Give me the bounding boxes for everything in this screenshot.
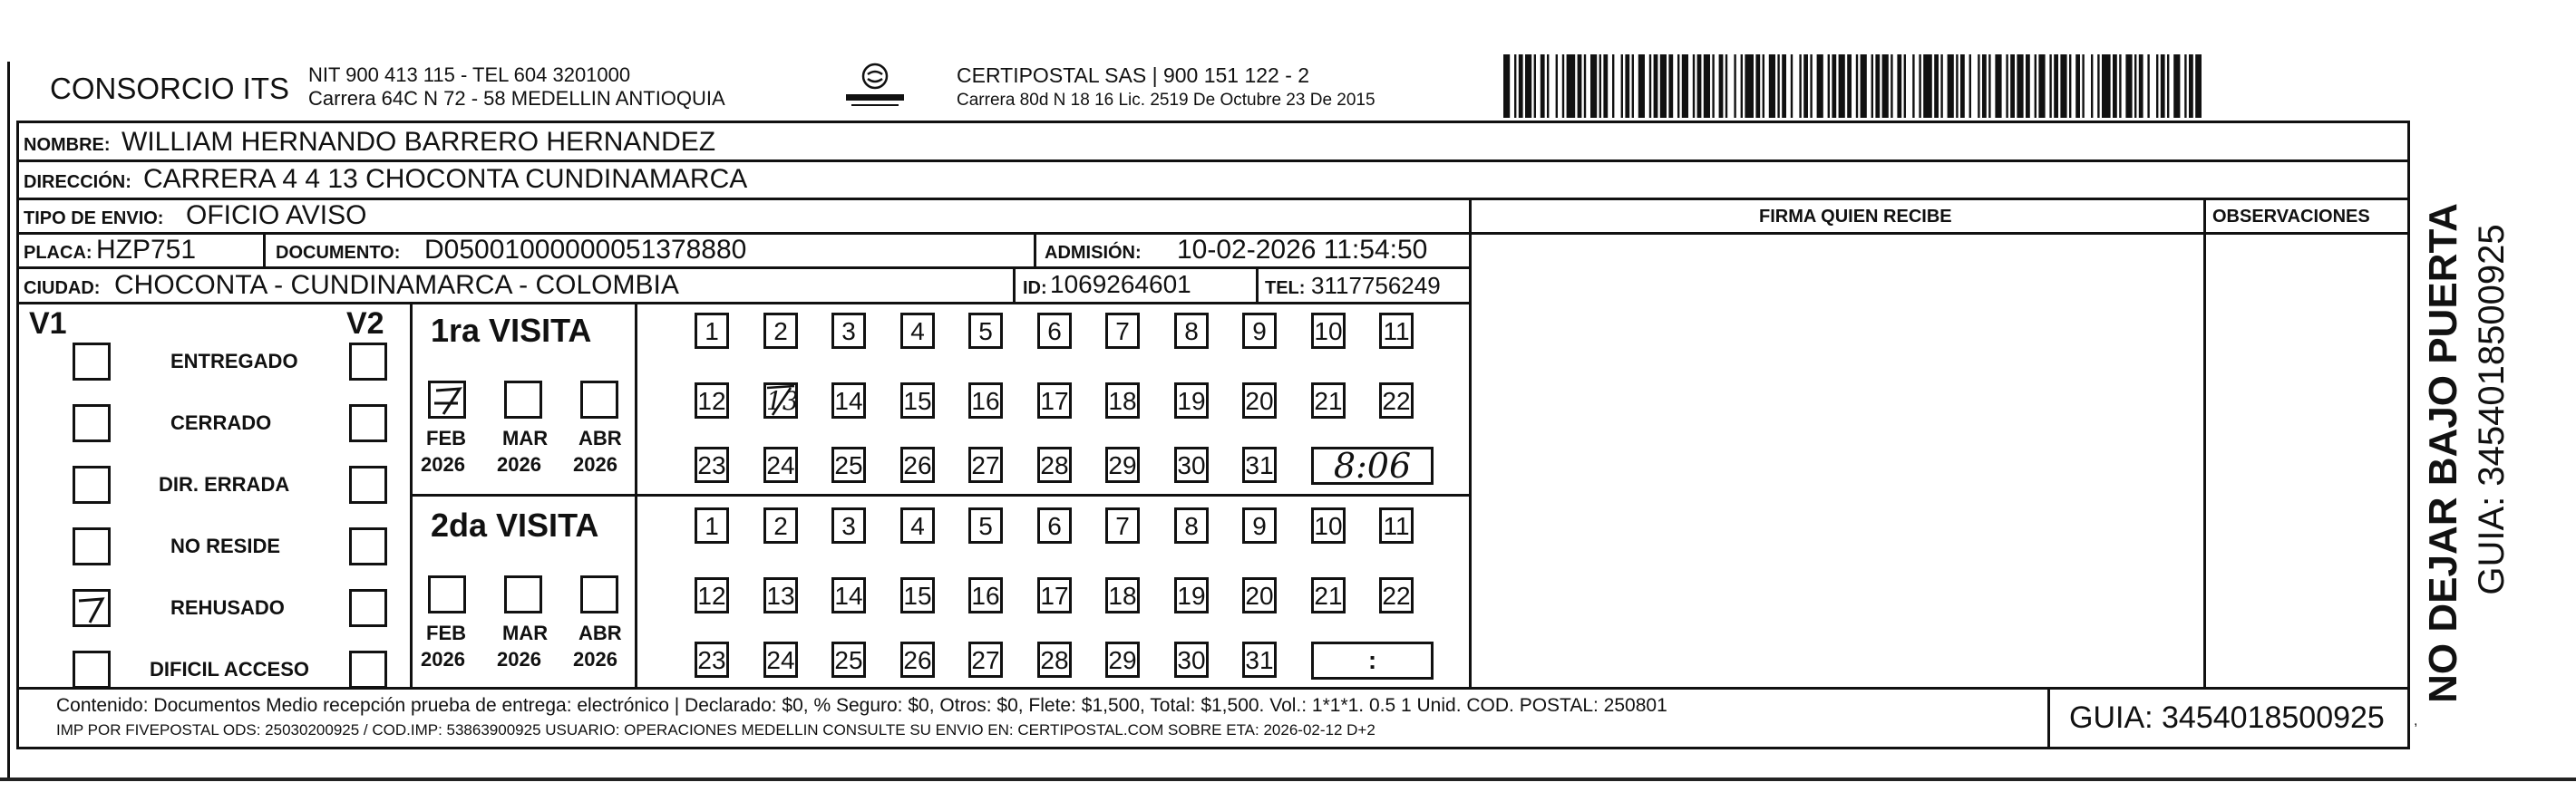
col-line <box>2203 198 2206 687</box>
side-guia: GUIA: 3454018500925 <box>2472 224 2512 595</box>
day-box[interactable]: 3 <box>831 313 866 349</box>
day-box[interactable]: 4 <box>900 313 935 349</box>
day-box[interactable]: 26 <box>900 642 935 678</box>
day-box[interactable]: 11 <box>1379 313 1414 349</box>
month-checkbox[interactable] <box>428 575 466 613</box>
tel-value: 3117756249 <box>1311 272 1441 299</box>
col-line <box>263 232 266 266</box>
day-box[interactable]: 29 <box>1105 642 1140 678</box>
v2-checkbox[interactable] <box>349 527 387 565</box>
day-box[interactable]: 24 <box>763 447 798 483</box>
day-box[interactable]: 17 <box>1037 382 1072 419</box>
day-box[interactable]: 18 <box>1105 382 1140 419</box>
visit-time: 8:06 <box>1333 446 1412 486</box>
month-year-label: 2026 <box>497 453 541 476</box>
day-box[interactable]: 18 <box>1105 577 1140 613</box>
v2-checkbox[interactable] <box>349 404 387 442</box>
v1-checkbox[interactable] <box>73 651 111 689</box>
marked-day: 13 <box>766 386 799 416</box>
day-box[interactable]: 2 <box>763 507 798 544</box>
day-box[interactable]: 19 <box>1174 577 1209 613</box>
day-box[interactable]: 7 <box>1105 313 1140 349</box>
bottom-edge-line <box>0 778 2576 781</box>
tipo-envio-value: OFICIO AVISO <box>186 200 367 230</box>
nombre-value: WILLIAM HERNANDO BARRERO HERNANDEZ <box>122 127 716 157</box>
v1-checkbox[interactable] <box>73 589 111 627</box>
side-warning: NO DEJAR BAJO PUERTA <box>2421 203 2465 703</box>
v2-checkbox[interactable] <box>349 589 387 627</box>
col-line <box>2047 687 2050 749</box>
footer-impresion: IMP POR FIVEPOSTAL ODS: 25030200925 / COD.IMP: 53863900925 USUARIO: OPERACIONES MEDELLIN CONSULTE SU ENVIO EN: CERTIPOSTAL.COM SOBRE ETA: 2026-02-12 D+2 <box>56 721 1375 739</box>
month-label: ABR <box>578 622 622 644</box>
day-box[interactable]: 1 <box>695 313 729 349</box>
ciudad-value: CHOCONTA - CUNDINAMARCA - COLOMBIA <box>114 270 679 300</box>
admision-label: ADMISIÓN: <box>1045 243 1142 263</box>
day-box[interactable]: 27 <box>968 447 1003 483</box>
month-label: FEB <box>426 622 466 644</box>
row-line <box>16 159 2410 162</box>
month-label: MAR <box>502 427 549 449</box>
month-year-label: 2026 <box>421 453 465 476</box>
col-line <box>635 302 637 687</box>
nombre-label: NOMBRE: <box>24 135 111 155</box>
day-box[interactable]: 7 <box>1105 507 1140 544</box>
month-year-label: 2026 <box>497 648 541 671</box>
footer-contenido: Contenido: Documentos Medio recepción prueba de entrega: electrónico | Declarado: $0, % Seguro: $0, Otros: $0, Flete: $1,500, Total: $1,500. Vol.: 1*1*1. 0.5 1 Unid. COD. POSTAL: 250801 <box>56 695 1667 716</box>
handwritten-mark-icon <box>763 382 798 419</box>
day-box[interactable]: 4 <box>900 507 935 544</box>
tipo-envio-label: TIPO DE ENVIO: <box>24 208 164 228</box>
day-box[interactable]: 14 <box>831 382 866 419</box>
v1-checkbox[interactable] <box>73 466 111 504</box>
v1-header: V1 <box>29 306 67 341</box>
month-checkbox[interactable] <box>504 575 542 613</box>
left-edge-line <box>7 62 10 778</box>
company-nit: NIT 900 413 115 - TEL 604 3201000 <box>308 63 631 86</box>
day-box[interactable]: 1 <box>695 507 729 544</box>
day-box[interactable]: 17 <box>1037 577 1072 613</box>
documento-label: DOCUMENTO: <box>276 243 401 263</box>
month-checkbox[interactable] <box>580 381 618 419</box>
day-box[interactable]: 15 <box>900 382 935 419</box>
day-box[interactable]: 11 <box>1379 507 1414 544</box>
day-box[interactable]: 27 <box>968 642 1003 678</box>
col-line <box>1256 266 1259 302</box>
v1-checkbox[interactable] <box>73 527 111 565</box>
barcode-icon <box>1503 54 2202 118</box>
col-line <box>1469 198 1472 687</box>
day-box[interactable]: 6 <box>1037 313 1072 349</box>
day-box[interactable]: 5 <box>968 507 1003 544</box>
admision-value: 10-02-2026 11:54:50 <box>1177 235 1428 265</box>
status-label: DIFICIL ACCESO <box>150 658 310 681</box>
day-box[interactable]: 2 <box>763 313 798 349</box>
documento-value: D05001000000051378880 <box>424 235 747 265</box>
tel-label: TEL: <box>1265 278 1306 298</box>
month-label: ABR <box>578 427 622 449</box>
observaciones-header: OBSERVACIONES <box>2212 207 2370 227</box>
day-box[interactable]: 21 <box>1311 382 1346 419</box>
day-box[interactable]: 25 <box>831 642 866 678</box>
v2-checkbox[interactable] <box>349 651 387 689</box>
day-box[interactable]: 30 <box>1174 447 1209 483</box>
status-label: DIR. ERRADA <box>159 473 290 496</box>
day-box[interactable]: 3 <box>831 507 866 544</box>
month-checkbox[interactable] <box>504 381 542 419</box>
day-box[interactable]: 28 <box>1037 447 1072 483</box>
certipostal-logo-icon <box>839 60 911 111</box>
placa-label: PLACA: <box>24 243 92 263</box>
day-box[interactable]: 10 <box>1311 313 1346 349</box>
day-box[interactable]: 12 <box>695 382 729 419</box>
day-box[interactable]: 28 <box>1037 642 1072 678</box>
carrier-name: CERTIPOSTAL SAS | 900 151 122 - 2 <box>957 63 1310 87</box>
visit-title: 2da VISITA <box>431 507 599 544</box>
v2-header: V2 <box>346 306 384 341</box>
day-box[interactable]: 12 <box>695 577 729 613</box>
row-line <box>16 266 1469 269</box>
day-box[interactable]: 6 <box>1037 507 1072 544</box>
month-label: MAR <box>502 622 549 644</box>
day-box[interactable]: 20 <box>1242 382 1277 419</box>
edge-mark: , <box>2414 713 2418 729</box>
status-label: ENTREGADO <box>170 350 298 372</box>
direccion-value: CARRERA 4 4 13 CHOCONTA CUNDINAMARCA <box>143 164 748 194</box>
day-box[interactable]: 5 <box>968 313 1003 349</box>
ciudad-label: CIUDAD: <box>24 278 101 298</box>
company-address: Carrera 64C N 72 - 58 MEDELLIN ANTIOQUIA <box>308 87 725 110</box>
day-box[interactable]: 20 <box>1242 577 1277 613</box>
month-checkbox[interactable] <box>428 381 466 419</box>
v2-checkbox[interactable] <box>349 466 387 504</box>
status-label: REHUSADO <box>170 596 285 619</box>
id-value: 1069264601 <box>1050 270 1191 298</box>
company-name: CONSORCIO ITS <box>50 72 290 105</box>
time-box[interactable] <box>1311 642 1434 680</box>
visit-time: : <box>1367 646 1377 674</box>
day-box[interactable]: 14 <box>831 577 866 613</box>
v1-checkbox[interactable] <box>73 343 111 381</box>
row-line <box>410 494 1469 497</box>
col-line <box>1013 266 1016 302</box>
status-label: NO RESIDE <box>170 535 281 557</box>
day-box[interactable]: 8 <box>1174 507 1209 544</box>
col-line <box>1034 232 1036 266</box>
month-year-label: 2026 <box>573 648 617 671</box>
day-box[interactable]: 9 <box>1242 507 1277 544</box>
month-label: FEB <box>426 427 466 449</box>
day-box[interactable]: 19 <box>1174 382 1209 419</box>
day-box[interactable]: 8 <box>1174 313 1209 349</box>
day-box[interactable]: 23 <box>695 447 729 483</box>
day-box[interactable]: 26 <box>900 447 935 483</box>
day-box[interactable]: 25 <box>831 447 866 483</box>
firma-header: FIRMA QUIEN RECIBE <box>1759 207 1952 227</box>
placa-value: HZP751 <box>96 235 197 265</box>
day-box[interactable]: 30 <box>1174 642 1209 678</box>
month-checkbox[interactable] <box>580 575 618 613</box>
day-box[interactable]: 22 <box>1379 577 1414 613</box>
footer-guia: GUIA: 3454018500925 <box>2069 700 2385 735</box>
month-year-label: 2026 <box>573 453 617 476</box>
day-box[interactable]: 9 <box>1242 313 1277 349</box>
day-box[interactable]: 16 <box>968 382 1003 419</box>
direccion-label: DIRECCIÓN: <box>24 172 131 192</box>
day-box[interactable]: 13 <box>763 577 798 613</box>
month-year-label: 2026 <box>421 648 465 671</box>
day-box[interactable] <box>763 382 798 419</box>
v1-checkbox[interactable] <box>73 404 111 442</box>
row-line <box>16 302 1469 304</box>
carrier-address: Carrera 80d N 18 16 Lic. 2519 De Octubre 23 De 2015 <box>957 91 1375 110</box>
day-box[interactable]: 22 <box>1379 382 1414 419</box>
day-box[interactable]: 23 <box>695 642 729 678</box>
day-box[interactable]: 16 <box>968 577 1003 613</box>
day-box[interactable]: 31 <box>1242 447 1277 483</box>
day-box[interactable]: 29 <box>1105 447 1140 483</box>
day-box[interactable]: 21 <box>1311 577 1346 613</box>
day-box[interactable]: 10 <box>1311 507 1346 544</box>
visit-title: 1ra VISITA <box>431 312 592 349</box>
day-box[interactable]: 31 <box>1242 642 1277 678</box>
day-box[interactable]: 24 <box>763 642 798 678</box>
status-label: CERRADO <box>170 411 272 434</box>
handwritten-check-icon <box>75 592 108 624</box>
id-label: ID: <box>1023 278 1047 298</box>
v2-checkbox[interactable] <box>349 343 387 381</box>
handwritten-check-icon <box>431 383 463 416</box>
row-line <box>16 198 2410 200</box>
time-box[interactable] <box>1311 447 1434 485</box>
day-box[interactable]: 15 <box>900 577 935 613</box>
